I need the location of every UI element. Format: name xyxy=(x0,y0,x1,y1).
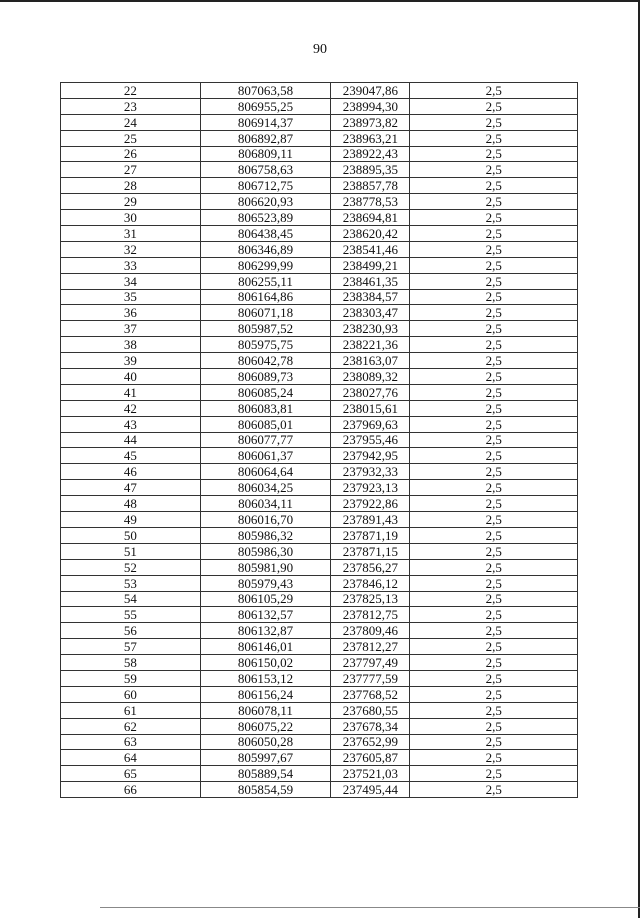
x-coordinate-cell: 805986,32 xyxy=(200,527,331,543)
x-coordinate-cell: 806016,70 xyxy=(200,512,331,528)
y-coordinate-cell: 237680,55 xyxy=(331,702,410,718)
y-coordinate-cell: 237825,13 xyxy=(331,591,410,607)
point-number-cell: 55 xyxy=(61,607,201,623)
point-number-cell: 62 xyxy=(61,718,201,734)
x-coordinate-cell: 806150,02 xyxy=(200,655,331,671)
x-coordinate-cell: 806346,89 xyxy=(200,241,331,257)
y-coordinate-cell: 237932,33 xyxy=(331,464,410,480)
accuracy-cell: 2,5 xyxy=(410,273,578,289)
point-number-cell: 50 xyxy=(61,527,201,543)
table-row xyxy=(61,607,578,623)
y-coordinate-cell: 238922,43 xyxy=(331,146,410,162)
x-coordinate-cell: 806085,24 xyxy=(200,384,331,400)
table-row xyxy=(61,98,578,114)
y-coordinate-cell: 238384,57 xyxy=(331,289,410,305)
point-number-cell: 53 xyxy=(61,575,201,591)
point-number-cell: 45 xyxy=(61,448,201,464)
table-row xyxy=(61,496,578,512)
x-coordinate-cell: 806078,11 xyxy=(200,702,331,718)
accuracy-cell: 2,5 xyxy=(410,305,578,321)
point-number-cell: 26 xyxy=(61,146,201,162)
point-number-cell: 61 xyxy=(61,702,201,718)
coordinates-table-body xyxy=(61,83,578,798)
y-coordinate-cell: 238694,81 xyxy=(331,210,410,226)
point-number-cell: 46 xyxy=(61,464,201,480)
y-coordinate-cell: 238963,21 xyxy=(331,130,410,146)
point-number-cell: 47 xyxy=(61,480,201,496)
table-row xyxy=(61,432,578,448)
y-coordinate-cell: 237871,19 xyxy=(331,527,410,543)
y-coordinate-cell: 238089,32 xyxy=(331,369,410,385)
table-row xyxy=(61,400,578,416)
accuracy-cell: 2,5 xyxy=(410,623,578,639)
accuracy-cell: 2,5 xyxy=(410,83,578,99)
accuracy-cell: 2,5 xyxy=(410,655,578,671)
point-number-cell: 32 xyxy=(61,241,201,257)
y-coordinate-cell: 238303,47 xyxy=(331,305,410,321)
point-number-cell: 30 xyxy=(61,210,201,226)
x-coordinate-cell: 806034,11 xyxy=(200,496,331,512)
table-row xyxy=(61,130,578,146)
x-coordinate-cell: 806071,18 xyxy=(200,305,331,321)
table-row xyxy=(61,702,578,718)
point-number-cell: 29 xyxy=(61,194,201,210)
x-coordinate-cell: 806255,11 xyxy=(200,273,331,289)
y-coordinate-cell: 238027,76 xyxy=(331,384,410,400)
accuracy-cell: 2,5 xyxy=(410,734,578,750)
y-coordinate-cell: 237777,59 xyxy=(331,670,410,686)
accuracy-cell: 2,5 xyxy=(410,543,578,559)
accuracy-cell: 2,5 xyxy=(410,210,578,226)
table-row xyxy=(61,273,578,289)
accuracy-cell: 2,5 xyxy=(410,384,578,400)
point-number-cell: 56 xyxy=(61,623,201,639)
accuracy-cell: 2,5 xyxy=(410,257,578,273)
point-number-cell: 64 xyxy=(61,750,201,766)
accuracy-cell: 2,5 xyxy=(410,353,578,369)
y-coordinate-cell: 237812,75 xyxy=(331,607,410,623)
x-coordinate-cell: 805975,75 xyxy=(200,337,331,353)
y-coordinate-cell: 238499,21 xyxy=(331,257,410,273)
accuracy-cell: 2,5 xyxy=(410,512,578,528)
x-coordinate-cell: 805979,43 xyxy=(200,575,331,591)
x-coordinate-cell: 806809,11 xyxy=(200,146,331,162)
x-coordinate-cell: 806299,99 xyxy=(200,257,331,273)
y-coordinate-cell: 237495,44 xyxy=(331,782,410,798)
point-number-cell: 25 xyxy=(61,130,201,146)
table-row xyxy=(61,305,578,321)
point-number-cell: 39 xyxy=(61,353,201,369)
x-coordinate-cell: 806758,63 xyxy=(200,162,331,178)
table-row xyxy=(61,766,578,782)
table-row xyxy=(61,543,578,559)
table-row xyxy=(61,734,578,750)
y-coordinate-cell: 238541,46 xyxy=(331,241,410,257)
accuracy-cell: 2,5 xyxy=(410,686,578,702)
accuracy-cell: 2,5 xyxy=(410,416,578,432)
x-coordinate-cell: 806132,87 xyxy=(200,623,331,639)
accuracy-cell: 2,5 xyxy=(410,559,578,575)
point-number-cell: 34 xyxy=(61,273,201,289)
table-row xyxy=(61,575,578,591)
x-coordinate-cell: 806892,87 xyxy=(200,130,331,146)
point-number-cell: 66 xyxy=(61,782,201,798)
x-coordinate-cell: 806050,28 xyxy=(200,734,331,750)
point-number-cell: 58 xyxy=(61,655,201,671)
table-row xyxy=(61,670,578,686)
x-coordinate-cell: 806914,37 xyxy=(200,114,331,130)
x-coordinate-cell: 805986,30 xyxy=(200,543,331,559)
point-number-cell: 44 xyxy=(61,432,201,448)
accuracy-cell: 2,5 xyxy=(410,226,578,242)
accuracy-cell: 2,5 xyxy=(410,718,578,734)
point-number-cell: 57 xyxy=(61,639,201,655)
accuracy-cell: 2,5 xyxy=(410,639,578,655)
point-number-cell: 65 xyxy=(61,766,201,782)
x-coordinate-cell: 806712,75 xyxy=(200,178,331,194)
table-row xyxy=(61,369,578,385)
y-coordinate-cell: 237955,46 xyxy=(331,432,410,448)
x-coordinate-cell: 805854,59 xyxy=(200,782,331,798)
point-number-cell: 27 xyxy=(61,162,201,178)
y-coordinate-cell: 237797,49 xyxy=(331,655,410,671)
point-number-cell: 22 xyxy=(61,83,201,99)
y-coordinate-cell: 237768,52 xyxy=(331,686,410,702)
point-number-cell: 40 xyxy=(61,369,201,385)
y-coordinate-cell: 238857,78 xyxy=(331,178,410,194)
table-row xyxy=(61,210,578,226)
x-coordinate-cell: 807063,58 xyxy=(200,83,331,99)
table-row xyxy=(61,623,578,639)
y-coordinate-cell: 238163,07 xyxy=(331,353,410,369)
x-coordinate-cell: 806061,37 xyxy=(200,448,331,464)
accuracy-cell: 2,5 xyxy=(410,496,578,512)
x-coordinate-cell: 806132,57 xyxy=(200,607,331,623)
accuracy-cell: 2,5 xyxy=(410,607,578,623)
y-coordinate-cell: 238620,42 xyxy=(331,226,410,242)
y-coordinate-cell: 237846,12 xyxy=(331,575,410,591)
y-coordinate-cell: 238994,30 xyxy=(331,98,410,114)
x-coordinate-cell: 806083,81 xyxy=(200,400,331,416)
table-row xyxy=(61,655,578,671)
x-coordinate-cell: 806077,77 xyxy=(200,432,331,448)
x-coordinate-cell: 805889,54 xyxy=(200,766,331,782)
accuracy-cell: 2,5 xyxy=(410,130,578,146)
point-number-cell: 48 xyxy=(61,496,201,512)
table-row xyxy=(61,464,578,480)
point-number-cell: 38 xyxy=(61,337,201,353)
point-number-cell: 52 xyxy=(61,559,201,575)
point-number-cell: 35 xyxy=(61,289,201,305)
y-coordinate-cell: 238895,35 xyxy=(331,162,410,178)
x-coordinate-cell: 806034,25 xyxy=(200,480,331,496)
table-row xyxy=(61,178,578,194)
table-row xyxy=(61,639,578,655)
accuracy-cell: 2,5 xyxy=(410,575,578,591)
x-coordinate-cell: 806075,22 xyxy=(200,718,331,734)
y-coordinate-cell: 237891,43 xyxy=(331,512,410,528)
accuracy-cell: 2,5 xyxy=(410,178,578,194)
table-row xyxy=(61,384,578,400)
x-coordinate-cell: 806153,12 xyxy=(200,670,331,686)
point-number-cell: 28 xyxy=(61,178,201,194)
table-row xyxy=(61,480,578,496)
accuracy-cell: 2,5 xyxy=(410,750,578,766)
y-coordinate-cell: 237871,15 xyxy=(331,543,410,559)
accuracy-cell: 2,5 xyxy=(410,114,578,130)
y-coordinate-cell: 237856,27 xyxy=(331,559,410,575)
x-coordinate-cell: 805997,67 xyxy=(200,750,331,766)
x-coordinate-cell: 806042,78 xyxy=(200,353,331,369)
accuracy-cell: 2,5 xyxy=(410,321,578,337)
point-number-cell: 60 xyxy=(61,686,201,702)
point-number-cell: 37 xyxy=(61,321,201,337)
table-row xyxy=(61,750,578,766)
point-number-cell: 63 xyxy=(61,734,201,750)
point-number-cell: 51 xyxy=(61,543,201,559)
table-row xyxy=(61,512,578,528)
table-row xyxy=(61,83,578,99)
table-row xyxy=(61,591,578,607)
y-coordinate-cell: 238973,82 xyxy=(331,114,410,130)
x-coordinate-cell: 806438,45 xyxy=(200,226,331,242)
y-coordinate-cell: 237652,99 xyxy=(331,734,410,750)
y-coordinate-cell: 237809,46 xyxy=(331,623,410,639)
x-coordinate-cell: 805987,52 xyxy=(200,321,331,337)
accuracy-cell: 2,5 xyxy=(410,337,578,353)
accuracy-cell: 2,5 xyxy=(410,591,578,607)
y-coordinate-cell: 237812,27 xyxy=(331,639,410,655)
point-number-cell: 23 xyxy=(61,98,201,114)
x-coordinate-cell: 806955,25 xyxy=(200,98,331,114)
table-row xyxy=(61,146,578,162)
accuracy-cell: 2,5 xyxy=(410,194,578,210)
point-number-cell: 49 xyxy=(61,512,201,528)
accuracy-cell: 2,5 xyxy=(410,432,578,448)
point-number-cell: 33 xyxy=(61,257,201,273)
table-row xyxy=(61,337,578,353)
y-coordinate-cell: 238015,61 xyxy=(331,400,410,416)
accuracy-cell: 2,5 xyxy=(410,289,578,305)
bottom-rule xyxy=(100,907,640,908)
y-coordinate-cell: 238230,93 xyxy=(331,321,410,337)
x-coordinate-cell: 806156,24 xyxy=(200,686,331,702)
table-row xyxy=(61,718,578,734)
table-row xyxy=(61,416,578,432)
x-coordinate-cell: 806164,86 xyxy=(200,289,331,305)
accuracy-cell: 2,5 xyxy=(410,702,578,718)
table-row xyxy=(61,162,578,178)
accuracy-cell: 2,5 xyxy=(410,480,578,496)
point-number-cell: 31 xyxy=(61,226,201,242)
x-coordinate-cell: 806064,64 xyxy=(200,464,331,480)
point-number-cell: 43 xyxy=(61,416,201,432)
y-coordinate-cell: 238778,53 xyxy=(331,194,410,210)
accuracy-cell: 2,5 xyxy=(410,464,578,480)
accuracy-cell: 2,5 xyxy=(410,162,578,178)
point-number-cell: 59 xyxy=(61,670,201,686)
table-row xyxy=(61,686,578,702)
x-coordinate-cell: 806105,29 xyxy=(200,591,331,607)
accuracy-cell: 2,5 xyxy=(410,527,578,543)
point-number-cell: 36 xyxy=(61,305,201,321)
accuracy-cell: 2,5 xyxy=(410,400,578,416)
table-row xyxy=(61,289,578,305)
accuracy-cell: 2,5 xyxy=(410,670,578,686)
x-coordinate-cell: 805981,90 xyxy=(200,559,331,575)
x-coordinate-cell: 806089,73 xyxy=(200,369,331,385)
point-number-cell: 41 xyxy=(61,384,201,400)
accuracy-cell: 2,5 xyxy=(410,766,578,782)
point-number-cell: 24 xyxy=(61,114,201,130)
y-coordinate-cell: 237605,87 xyxy=(331,750,410,766)
accuracy-cell: 2,5 xyxy=(410,146,578,162)
table-row xyxy=(61,226,578,242)
table-row xyxy=(61,114,578,130)
coordinates-table xyxy=(60,82,578,798)
x-coordinate-cell: 806620,93 xyxy=(200,194,331,210)
y-coordinate-cell: 237678,34 xyxy=(331,718,410,734)
x-coordinate-cell: 806085,01 xyxy=(200,416,331,432)
table-row xyxy=(61,782,578,798)
page-number: 90 xyxy=(313,42,327,57)
table-row xyxy=(61,527,578,543)
point-number-cell: 42 xyxy=(61,400,201,416)
x-coordinate-cell: 806523,89 xyxy=(200,210,331,226)
table-row xyxy=(61,559,578,575)
y-coordinate-cell: 237969,63 xyxy=(331,416,410,432)
y-coordinate-cell: 237923,13 xyxy=(331,480,410,496)
accuracy-cell: 2,5 xyxy=(410,369,578,385)
y-coordinate-cell: 239047,86 xyxy=(331,83,410,99)
table-row xyxy=(61,448,578,464)
point-number-cell: 54 xyxy=(61,591,201,607)
accuracy-cell: 2,5 xyxy=(410,448,578,464)
accuracy-cell: 2,5 xyxy=(410,98,578,114)
table-row xyxy=(61,321,578,337)
y-coordinate-cell: 237942,95 xyxy=(331,448,410,464)
table-row xyxy=(61,353,578,369)
y-coordinate-cell: 238221,36 xyxy=(331,337,410,353)
table-row xyxy=(61,257,578,273)
table-row xyxy=(61,241,578,257)
table-row xyxy=(61,194,578,210)
y-coordinate-cell: 237922,86 xyxy=(331,496,410,512)
accuracy-cell: 2,5 xyxy=(410,782,578,798)
y-coordinate-cell: 238461,35 xyxy=(331,273,410,289)
x-coordinate-cell: 806146,01 xyxy=(200,639,331,655)
y-coordinate-cell: 237521,03 xyxy=(331,766,410,782)
accuracy-cell: 2,5 xyxy=(410,241,578,257)
